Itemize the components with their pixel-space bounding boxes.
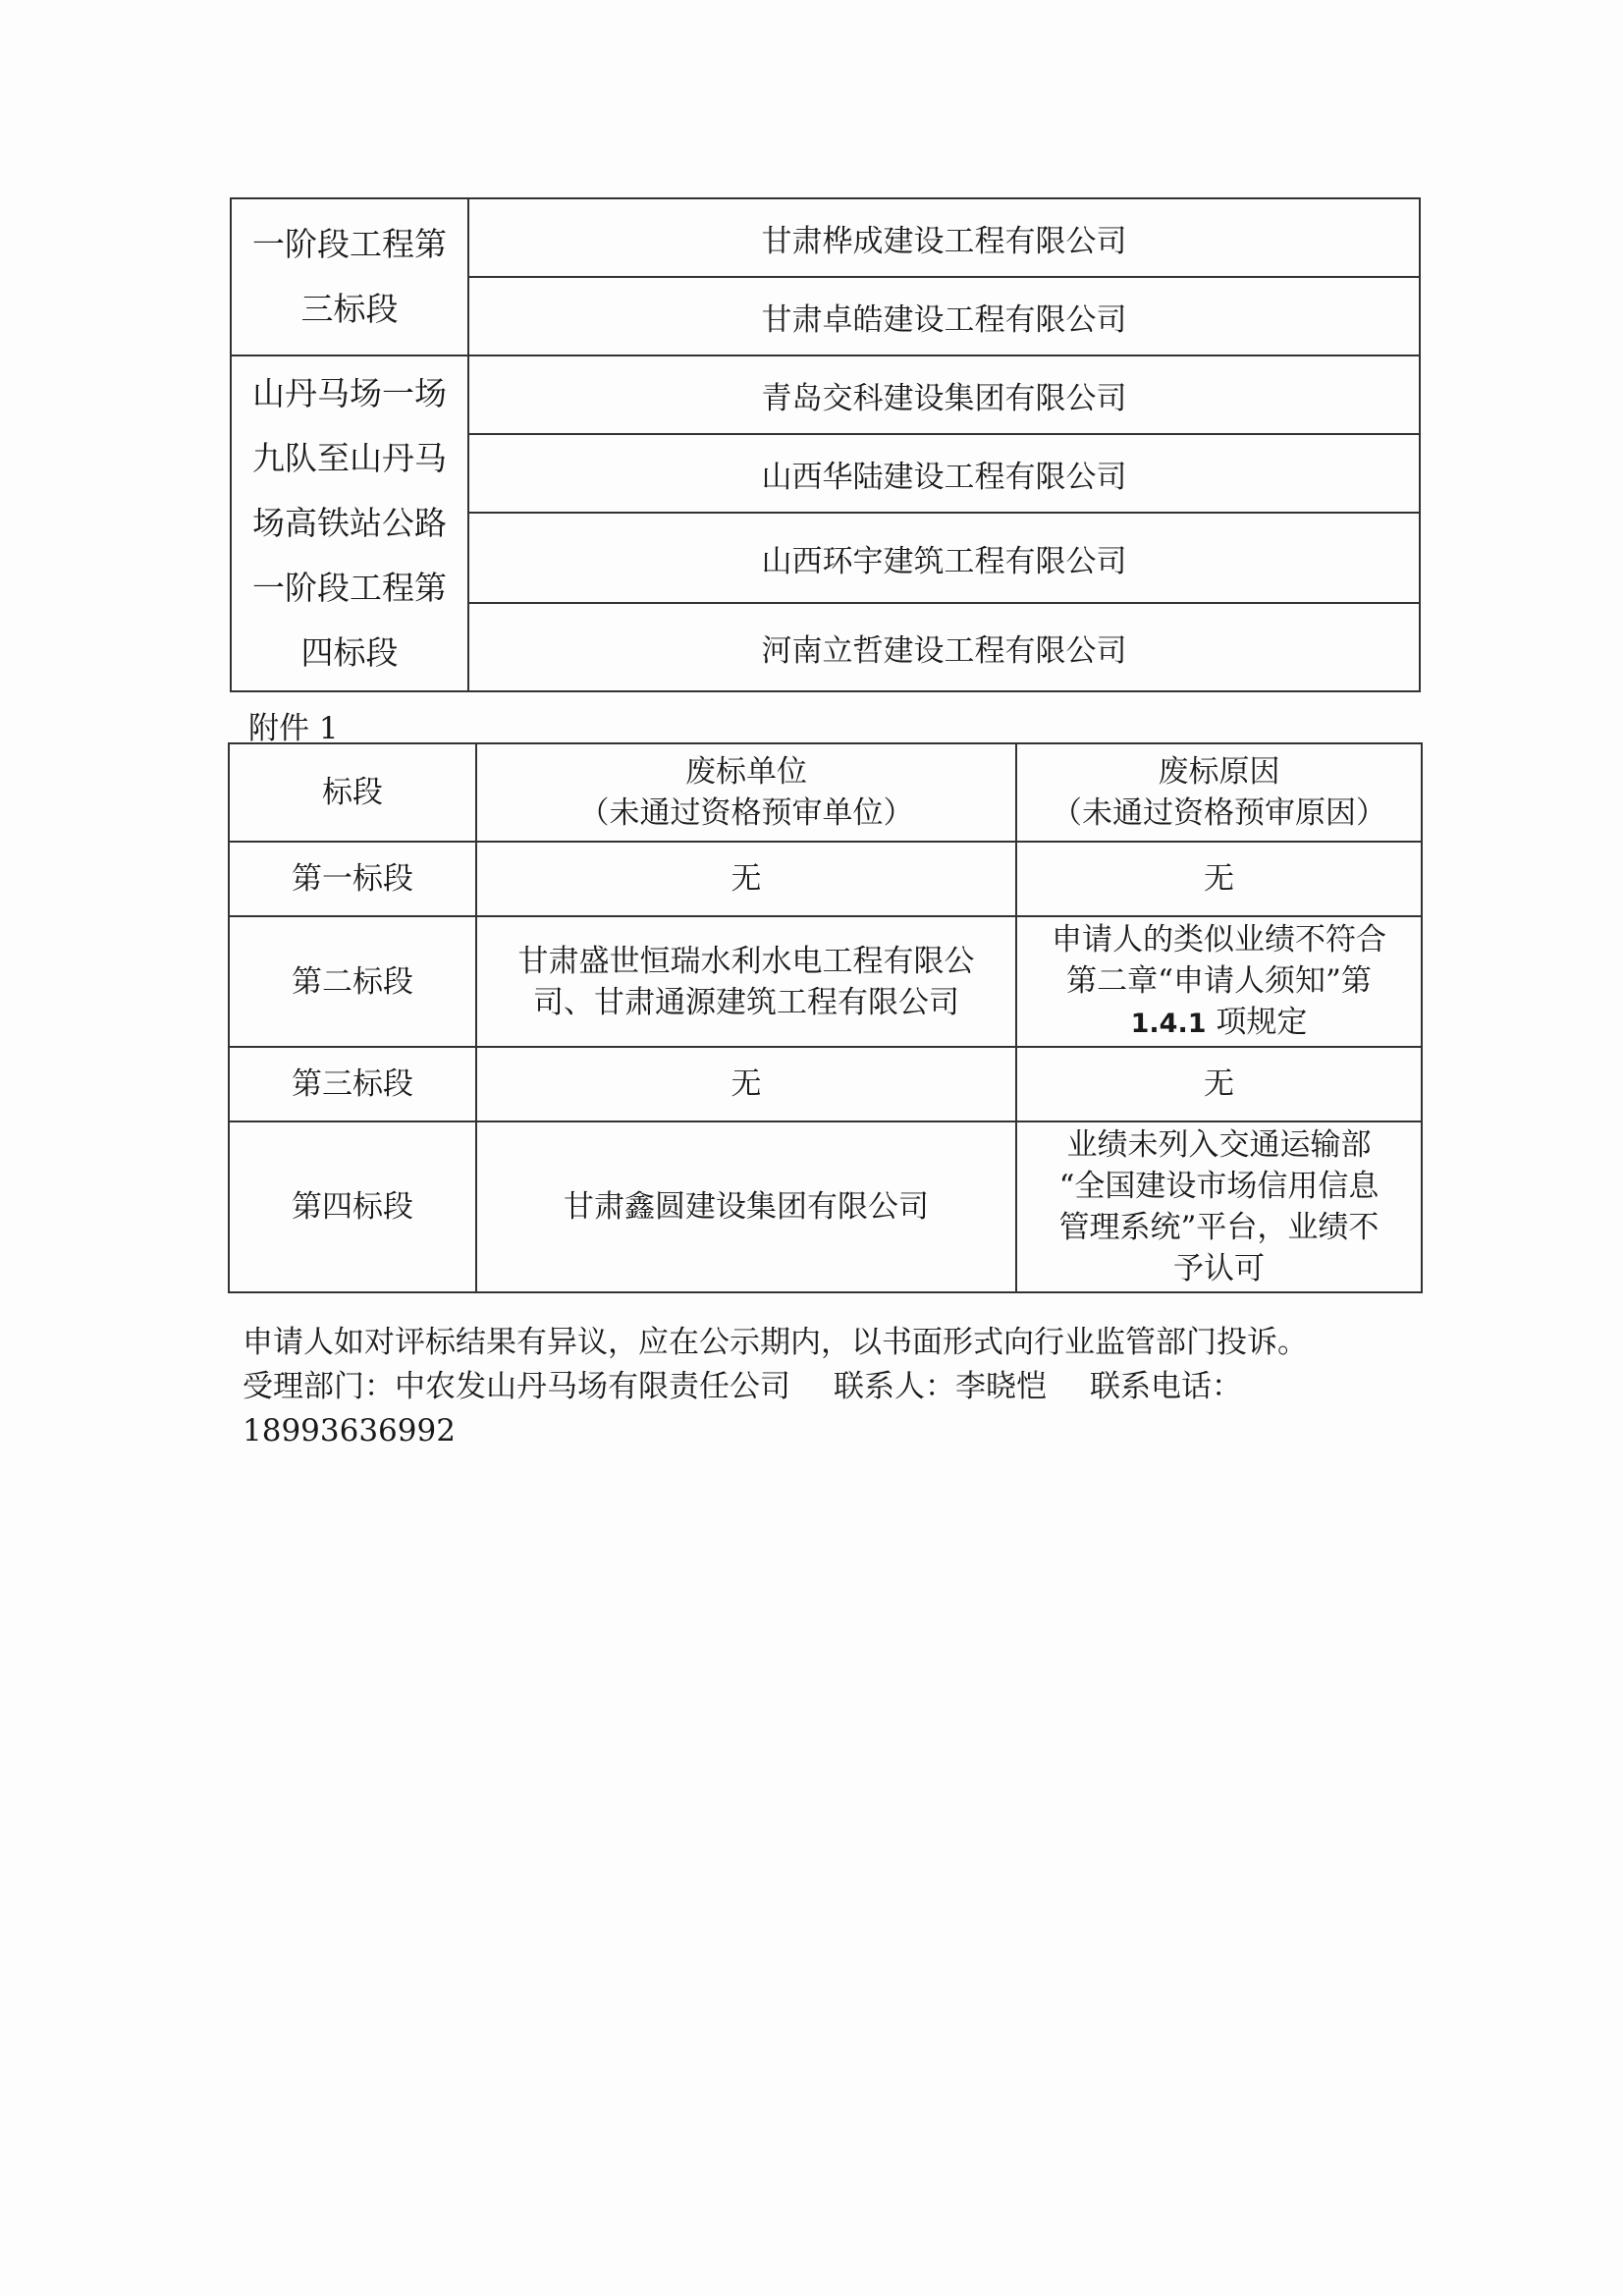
unit-line: 甘肃盛世恒瑞水利水电工程有限公 <box>517 943 975 979</box>
complaint-notice: 申请人如对评标结果有异议，应在公示期内，以书面形式向行业监管部门投诉。 <box>243 1325 1308 1360</box>
segment-cell: 第三标段 <box>229 1047 476 1121</box>
attachment-label: 附件 1 <box>248 711 339 746</box>
segment-cell: 第一标段 <box>229 842 476 916</box>
phone-label: 联系电话： <box>1090 1369 1242 1404</box>
segment-cell <box>231 198 468 355</box>
table-row <box>229 916 1422 1047</box>
phone-number: 18993636992 <box>243 1413 456 1449</box>
reason-line: 予认可 <box>1173 1251 1265 1286</box>
segment-line: 场高铁站公路 <box>252 504 447 542</box>
contact-line <box>243 1365 1470 1409</box>
company-cell: 甘肃卓皓建设工程有限公司 <box>468 277 1420 355</box>
segment-line: 三标段 <box>300 290 399 328</box>
reason-line <box>1025 1002 1413 1045</box>
unit-cell: 甘肃鑫圆建设集团有限公司 <box>476 1121 1016 1292</box>
header-line: （未通过资格预审原因） <box>1052 795 1386 831</box>
department: 受理部门：中农发山丹马场有限责任公司 <box>243 1369 790 1404</box>
header-line: 废标原因 <box>1158 754 1280 790</box>
reason-line: 第二章“申请人须知”第 <box>1066 962 1372 999</box>
segment-line: 四标段 <box>300 633 399 672</box>
company-cell: 甘肃桦成建设工程有限公司 <box>468 198 1420 277</box>
company-cell: 河南立哲建设工程有限公司 <box>468 603 1420 691</box>
segment-line: 一阶段工程第 <box>252 225 447 263</box>
reason-line: “全国建设市场信用信息 <box>1058 1169 1380 1204</box>
segment-line: 一阶段工程第 <box>252 569 447 607</box>
reason-cell: 无 <box>1016 842 1422 916</box>
reason-line: 申请人的类似业绩不符合 <box>1052 921 1386 957</box>
table-row <box>229 1121 1422 1292</box>
header-unit <box>476 743 1016 842</box>
footer-notice <box>243 1321 1470 1453</box>
reason-cell <box>1016 916 1422 1047</box>
clause-text: 项规定 <box>1206 1004 1308 1040</box>
segment-line: 山丹马场一场 <box>252 374 447 412</box>
header-reason <box>1016 743 1422 842</box>
segment-line: 九队至山丹马 <box>252 439 447 477</box>
table-row <box>229 842 1422 916</box>
table-header-row <box>229 743 1422 842</box>
unit-cell: 无 <box>476 842 1016 916</box>
reason-line: 管理系统”平台，业绩不 <box>1058 1210 1380 1245</box>
contact-person: 联系人：李晓恺 <box>834 1369 1047 1404</box>
clause-number: 1.4.1 <box>1130 1008 1207 1039</box>
company-cell: 山西华陆建设工程有限公司 <box>468 434 1420 513</box>
reason-cell <box>1016 1121 1422 1292</box>
segment-cell: 第二标段 <box>229 916 476 1047</box>
reason-line: 业绩未列入交通运输部 <box>1066 1127 1372 1163</box>
segment-cell <box>231 355 468 691</box>
company-cell: 青岛交科建设集团有限公司 <box>468 355 1420 434</box>
header-segment: 标段 <box>229 743 476 842</box>
disqualification-table <box>228 742 1423 1293</box>
bid-company-table <box>230 197 1421 692</box>
segment-cell: 第四标段 <box>229 1121 476 1292</box>
table-row <box>229 1047 1422 1121</box>
unit-line: 司、甘肃通源建筑工程有限公司 <box>533 984 959 1020</box>
header-line: 废标单位 <box>685 754 807 790</box>
reason-cell: 无 <box>1016 1047 1422 1121</box>
unit-cell: 无 <box>476 1047 1016 1121</box>
unit-cell <box>476 916 1016 1047</box>
header-line: （未通过资格预审单位） <box>578 795 914 831</box>
company-cell: 山西环宇建筑工程有限公司 <box>468 513 1420 603</box>
